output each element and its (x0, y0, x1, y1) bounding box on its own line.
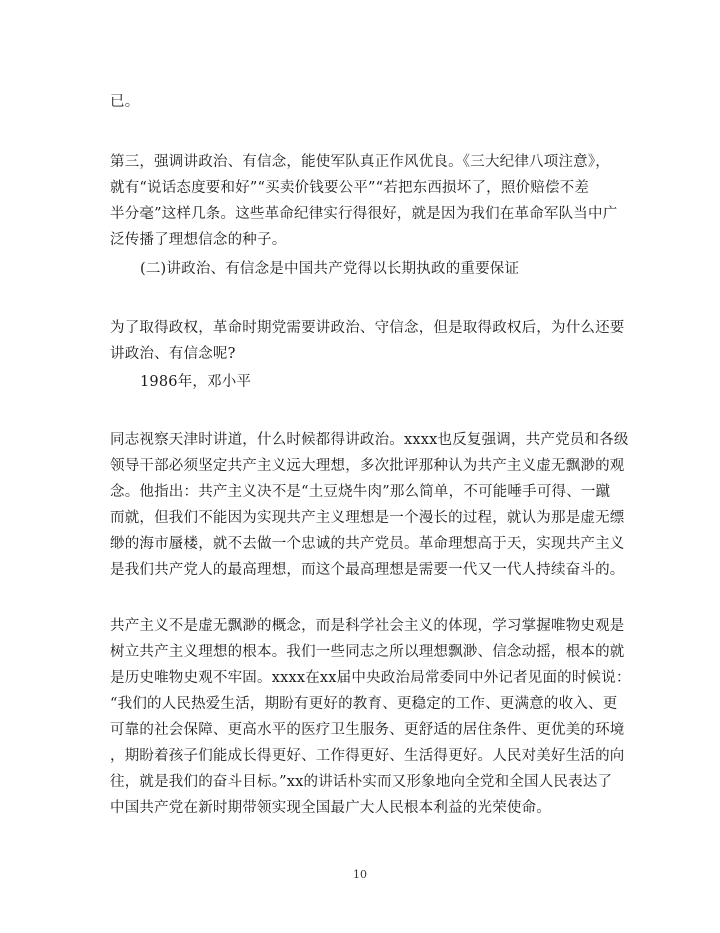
text-line: 1986年，邓小平 (140, 374, 252, 390)
text-line: 是历史唯物史观不牢固。xxxx在xx届中央政治局常委同中外记者见面的时候说： (110, 670, 631, 686)
text-line: 念。他指出：共产主义决不是“土豆烧牛肉”那么简单，不可能唾手可得、一蹴 (110, 484, 611, 500)
text-line: 可靠的社会保障、更高水平的医疗卫生服务、更舒适的居住条件、更优美的环境 (110, 722, 625, 738)
text-line: 泛传播了理想信念的种子。 (110, 232, 287, 248)
section-heading: (二)讲政治、有信念是中国共产党得以长期执政的重要保证 (140, 261, 520, 277)
text-line: 树立共产主义理想的根本。我们一些同志之所以理想飘渺、信念动摇，根本的就 (110, 644, 625, 660)
text-line: 领导干部必须坚定共产主义远大理想，多次批评那种认为共产主义虚无飘渺的观 (110, 458, 625, 474)
text-line: “我们的人民热爱生活，期盼有更好的教育、更稳定的工作、更满意的收入、更 (110, 696, 618, 712)
text-line: 往，就是我们的奋斗目标。”xx的讲话朴实而又形象地向全党和全国人民表达了 (110, 774, 613, 790)
text-line: 中国共产党在新时期带领实现全国最广大人民根本利益的光荣使命。 (110, 800, 551, 816)
text-line: 半分毫”这样几条。这些革命纪律实行得很好，就是因为我们在革命军队当中广 (110, 206, 618, 222)
text-line: 为了取得政权，革命时期党需要讲政治、守信念，但是取得政权后，为什么还要 (110, 320, 625, 336)
text-line: 缈的海市蜃楼，就不去做一个忠诚的共产党员。革命理想高于天，实现共产主义 (110, 536, 625, 552)
text-line: 是我们共产党人的最高理想，而这个最高理想是需要一代又一代人持续奋斗的。 (110, 562, 625, 578)
text-line: 第三，强调讲政治、有信念，能使军队真正作风优良。《三大纪律八项注意》， (110, 154, 610, 170)
text-line: ，期盼着孩子们能成长得更好、工作得更好、生活得更好。人民对美好生活的向 (110, 748, 625, 764)
text-line: 讲政治、有信念呢? (110, 346, 236, 362)
text-line: 同志视察天津时讲道，什么时候都得讲政治。xxxx也反复强调，共产党员和各级 (110, 432, 629, 448)
page-number: 10 (353, 868, 367, 881)
text-line: 共产主义不是虚无飘渺的概念，而是科学社会主义的体现，学习掌握唯物史观是 (110, 618, 625, 634)
text-line: 已。 (110, 94, 140, 110)
text-line: 就有“说话态度要和好”“买卖价钱要公平”“若把东西损坏了，照价赔偿不差 (110, 180, 590, 196)
text-line: 而就，但我们不能因为实现共产主义理想是一个漫长的过程，就认为那是虚无缥 (110, 510, 625, 526)
